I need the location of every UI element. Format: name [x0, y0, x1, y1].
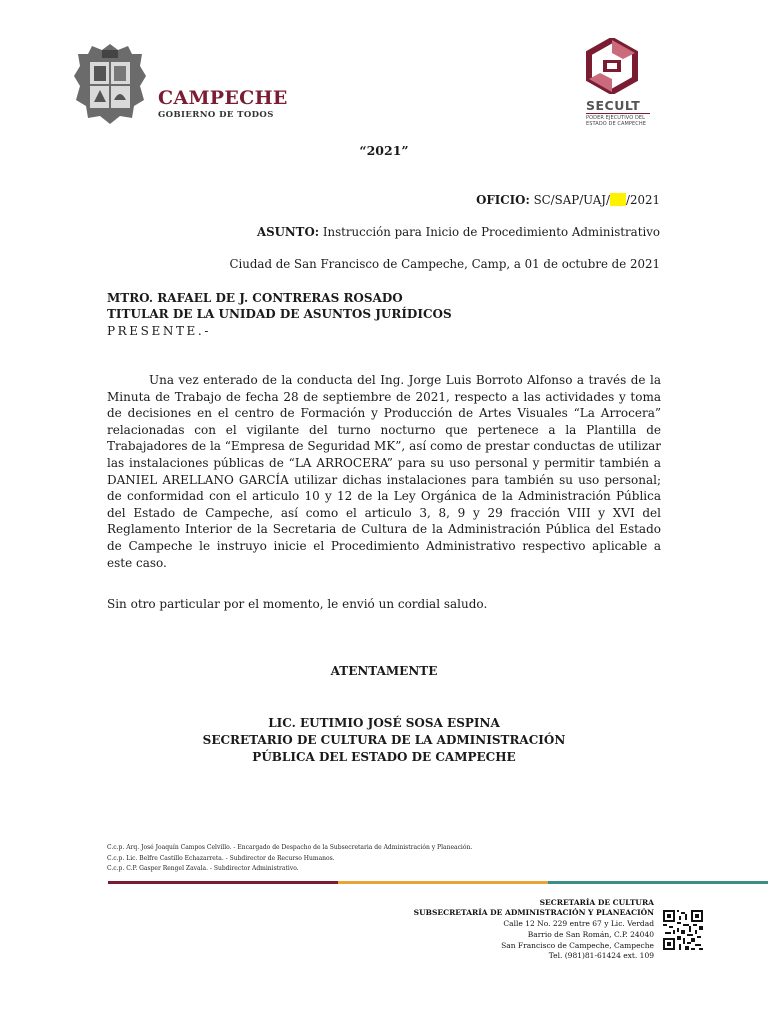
signatory-name: LIC. EUTIMIO JOSÉ SOSA ESPINA: [268, 716, 500, 730]
closing-line: Sin otro particular por el momento, le envió un cordial saludo.: [107, 597, 488, 611]
year-slogan: “2021”: [359, 143, 409, 158]
footer-line: Calle 12 No. 229 entre 67 y Lic. Verdad: [503, 919, 654, 928]
atentamente: ATENTAMENTE: [330, 664, 438, 678]
footer-line: Tel. (981)81-61424 ext. 109: [548, 951, 654, 960]
secult-divider: [586, 113, 650, 114]
footer-line: Barrio de San Román, C.P. 24040: [527, 930, 654, 939]
secult-subtitle-1: PODER EJECUTIVO DEL: [586, 115, 646, 121]
asunto-label: ASUNTO:: [256, 225, 320, 239]
coat-of-arms-logo: [72, 42, 148, 126]
qr-code: [663, 910, 703, 950]
ccp-line: C.c.p. Arq. José Joaquín Campos Celvillo. - Encargado de Despacho de la Subsecretaria de Administración y Planeación.: [107, 844, 473, 851]
footer-bar-segment: [338, 881, 548, 884]
government-name: CAMPECHE: [158, 87, 288, 109]
footer-line: SECRETARÍA DE CULTURA: [539, 898, 654, 907]
footer-bar-segment: [108, 881, 338, 884]
addressee-name: MTRO. RAFAEL DE J. CONTRERAS ROSADO: [107, 291, 403, 305]
ccp-line: C.c.p. C.P. Gasper Rengel Zavala. - Subdirector Administrativo.: [107, 865, 299, 872]
asunto-text: Instrucción para Inicio de Procedimiento Administrativo: [322, 225, 660, 239]
footer-line: SUBSECRETARÍA DE ADMINISTRACIÓN Y PLANEACIÓN: [413, 908, 654, 917]
oficio-year: 2021: [629, 193, 660, 207]
oficio-label: OFICIO:: [476, 193, 530, 207]
footer-color-bar: [108, 881, 768, 884]
addressee-title: TITULAR DE LA UNIDAD DE ASUNTOS JURÍDICOS: [107, 307, 452, 321]
addressee-greeting: PRESENTE.-: [107, 324, 211, 338]
secult-subtitle-2: ESTADO DE CAMPECHE: [586, 121, 647, 127]
oficio-number-blank: [610, 193, 626, 206]
oficio-prefix: SC/SAP/UAJ/: [533, 193, 610, 207]
footer-line: San Francisco de Campeche, Campeche: [501, 941, 654, 950]
signatory-title-1: SECRETARIO DE CULTURA DE LA ADMINISTRACIÓN: [202, 733, 566, 747]
government-subtitle: GOBIERNO DE TODOS: [158, 110, 274, 120]
signatory-title-2: PÚBLICA DEL ESTADO DE CAMPECHE: [252, 750, 516, 764]
oficio-separator: /: [625, 193, 630, 207]
secult-name: SECULT: [586, 98, 641, 113]
asunto-line: [257, 225, 660, 239]
secult-logo: [583, 38, 641, 94]
footer-bar-segment: [548, 881, 768, 884]
place-date: Ciudad de San Francisco de Campeche, Camp, a 01 de octubre de 2021: [229, 257, 660, 271]
ccp-line: C.c.p. Lic. Belfre Castillo Echazarreta. - Subdirector de Recurso Humanos.: [107, 855, 335, 862]
oficio-line: [476, 193, 660, 207]
body-paragraph: Una vez enterado de la conducta del Ing. Jorge Luis Borroto Alfonso a través de la Minuta de Trabajo de fecha 28 de septiembre de 2021, respecto a las actividades y toma de decisiones en el centro de Formación y Producción de Artes Visuales “La Arrocera” relacionadas con el vigilante del turno nocturno que pertenece a la Plantilla de Trabajadores de la “Empresa de Seguridad MK”, así como de prestar conductas de utilizar las instalaciones públicas de “LA ARROCERA” para su uso personal y permitir también a DANIEL ARELLANO GARCÍA utilizar dichas instalaciones para también su uso personal; de conformidad con el articulo 10 y 12 de la Ley Orgánica de la Administración Pública del Estado de Campeche, así como el articulo 3, 8, 9 y 29 fracción VIII y XVI del Reglamento Interior de la Secretaria de Cultura de la Administración Pública del Estado de Campeche le instruyo inicie el Procedimiento Administrativo respectivo aplicable a este caso.: [107, 373, 661, 570]
